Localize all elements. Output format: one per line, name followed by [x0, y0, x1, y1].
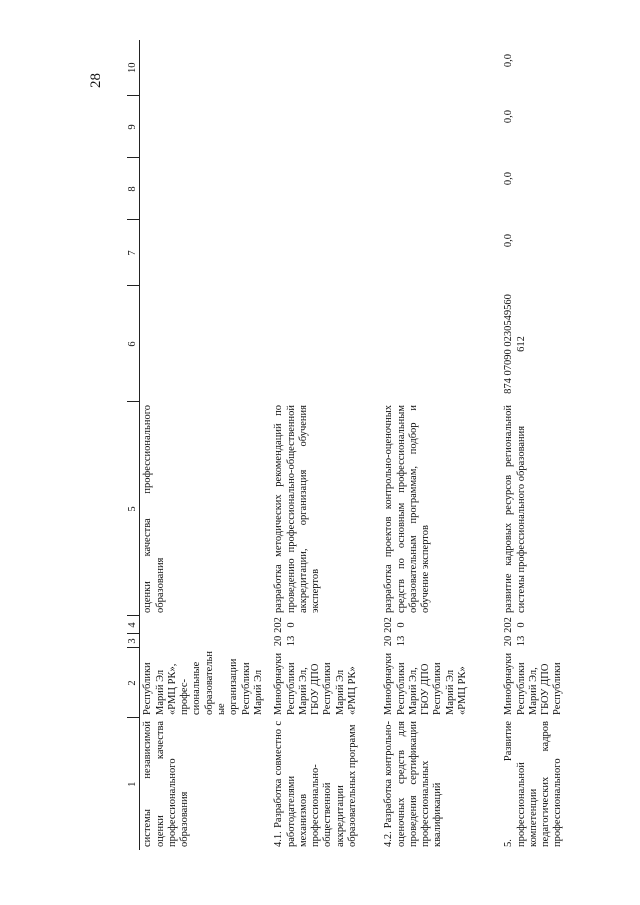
cell-start-year: 2013: [503, 635, 527, 647]
column-header: 2: [127, 648, 140, 718]
cell-value: [381, 158, 501, 220]
cell-value: [140, 220, 271, 286]
column-header: 3: [127, 634, 140, 648]
cell-result: разработка проектов контрольно-оценочных средств по основным профессиональным образовательным программам, подбор и обучение экспертов: [383, 405, 432, 613]
table-row: [140, 40, 271, 850]
page-number: 28: [88, 73, 104, 88]
column-header: 1: [127, 718, 140, 850]
cell-value: [140, 40, 271, 96]
cell-budget-code: [271, 286, 381, 402]
cell-value: [271, 158, 381, 220]
cell-result: оценки качества профессионального образования: [142, 405, 166, 613]
cell-result: развитие кадровых ресурсов региональной системы профессионального образования: [503, 405, 527, 613]
cell-value: [271, 96, 381, 158]
cell-activity: 4.1. Разработка совместно с работодателями механизмов профессионально-общественной аккредитации образовательных программ: [273, 721, 359, 847]
cell-end-year: 2020: [503, 617, 527, 633]
program-table-container: [127, 40, 587, 850]
cell-value: [271, 220, 381, 286]
cell-executor: Минобрнауки Республики Марий Эл, ГБОУ ДПО Республики Марий Эл «РМЦ РК»: [383, 652, 469, 715]
cell-start-year: [140, 634, 271, 648]
cell-value: 0,0: [503, 172, 515, 186]
column-header: 4: [127, 616, 140, 634]
column-header: 9: [127, 96, 140, 158]
cell-budget-code: [381, 286, 501, 402]
cell-value: [140, 96, 271, 158]
cell-value: 0,0: [503, 234, 515, 248]
cell-executor: Минобрнауки Республики Марий Эл, ГБОУ ДПО Республики Марий Эл «РМЦ РК»: [273, 652, 359, 715]
column-header: 7: [127, 220, 140, 286]
header-row: [127, 40, 140, 850]
cell-start-year: 2013: [383, 635, 407, 647]
cell-executor: Республики Марий Эл «РМЦ РК», профес-сиональные образовательные организации Республики Марий Эл: [142, 651, 264, 715]
cell-activity: системы независимой оценки качества профессионального образования: [142, 721, 191, 847]
cell-budget-code: 874 07090 0230549560 612: [503, 294, 527, 394]
cell-end-year: 2020: [383, 617, 407, 633]
cell-activity: 5. Развитие профессиональной компетенции педагогических кадров профессионального: [503, 721, 564, 847]
column-header: 10: [127, 40, 140, 96]
cell-value: [271, 40, 381, 96]
column-header: 5: [127, 402, 140, 616]
cell-budget-code: [140, 286, 271, 402]
cell-value: 0,0: [503, 54, 515, 68]
cell-executor: Минобрнауки Республики Марий Эл, ГБОУ ДПО Республики: [503, 652, 564, 715]
cell-value: [381, 40, 501, 96]
cell-value: [140, 158, 271, 220]
cell-value: [381, 220, 501, 286]
cell-value: 0,0: [503, 110, 515, 124]
cell-end-year: 2020: [273, 617, 297, 633]
column-header: 8: [127, 158, 140, 220]
table-row: [271, 40, 381, 850]
cell-value: [381, 96, 501, 158]
column-header: 6: [127, 286, 140, 402]
cell-activity: 4.2. Разработка контрольно-оценочных средств для проведения сертификации профессиональных квалификаций: [383, 721, 444, 847]
table-row: [501, 40, 589, 850]
table-row: [381, 40, 501, 850]
cell-start-year: 2013: [273, 635, 297, 647]
cell-end-year: [140, 616, 271, 634]
program-table: [127, 40, 589, 850]
cell-result: разработка методических рекомендаций по проведению профессионально-общественной аккредитации, организация обучения экспертов: [273, 405, 322, 613]
